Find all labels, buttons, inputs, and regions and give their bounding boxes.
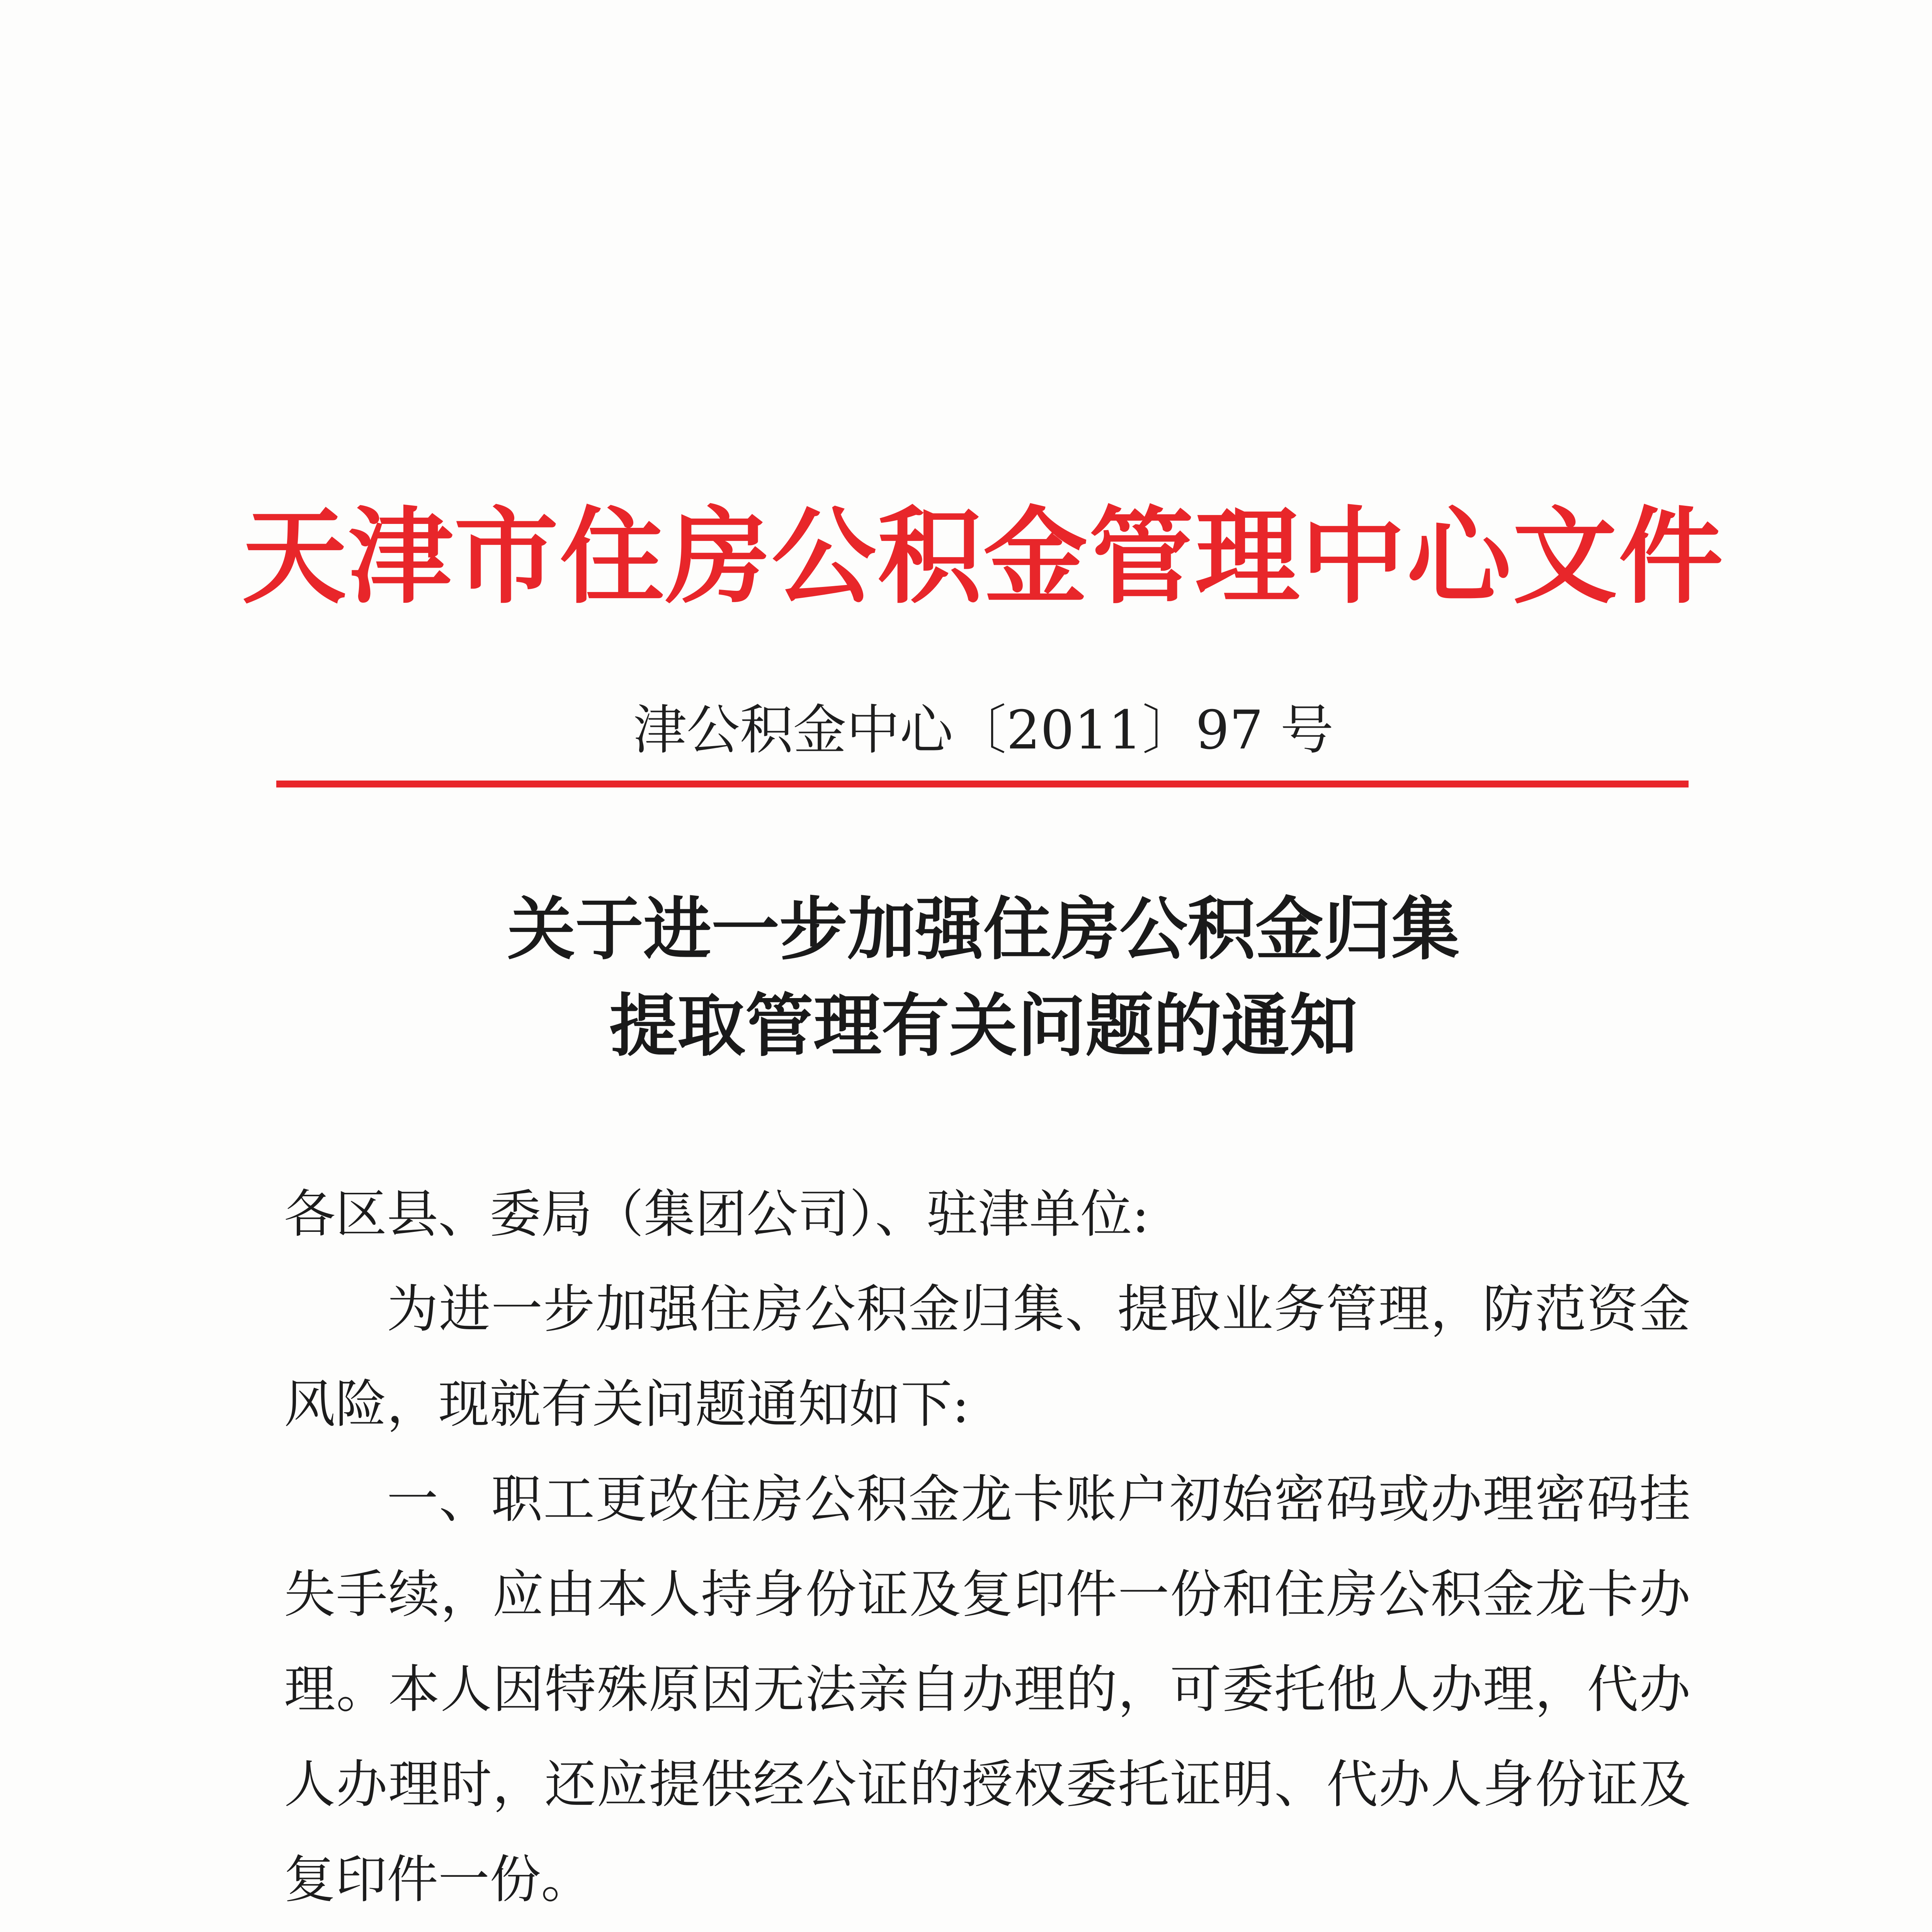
issuing-authority-header: 天津市住房公积金管理中心文件: [242, 495, 1725, 618]
notice-title-line-1: 关于进一步加强住房公积金归集: [507, 889, 1459, 969]
red-divider-line: [276, 781, 1689, 787]
intro-paragraph: 为进一步加强住房公积金归集、提取业务管理，防范资金风险，现就有关问题通知如下:: [284, 1280, 1690, 1434]
item-1-paragraph: 一、职工更改住房公积金龙卡账户初始密码或办理密码挂失手续，应由本人持身份证及复印件一份和住房公积金龙卡办理。本人因特殊原因无法亲自办理的，可委托他人办理，代办人办理时，还应提供经公证的授权委托证明、代办人身份证及复印件一份。: [284, 1470, 1690, 1910]
document-number: 津公积金中心〔2011〕97 号: [633, 699, 1334, 761]
notice-title-line-2: 提取管理有关问题的通知: [609, 986, 1357, 1066]
salutation: 各区县、委局（集团公司）、驻津单位:: [284, 1185, 1150, 1244]
document-body: [284, 1167, 1690, 1932]
item-2-paragraph: [284, 1927, 1690, 1932]
notice-title: [0, 881, 1932, 1074]
